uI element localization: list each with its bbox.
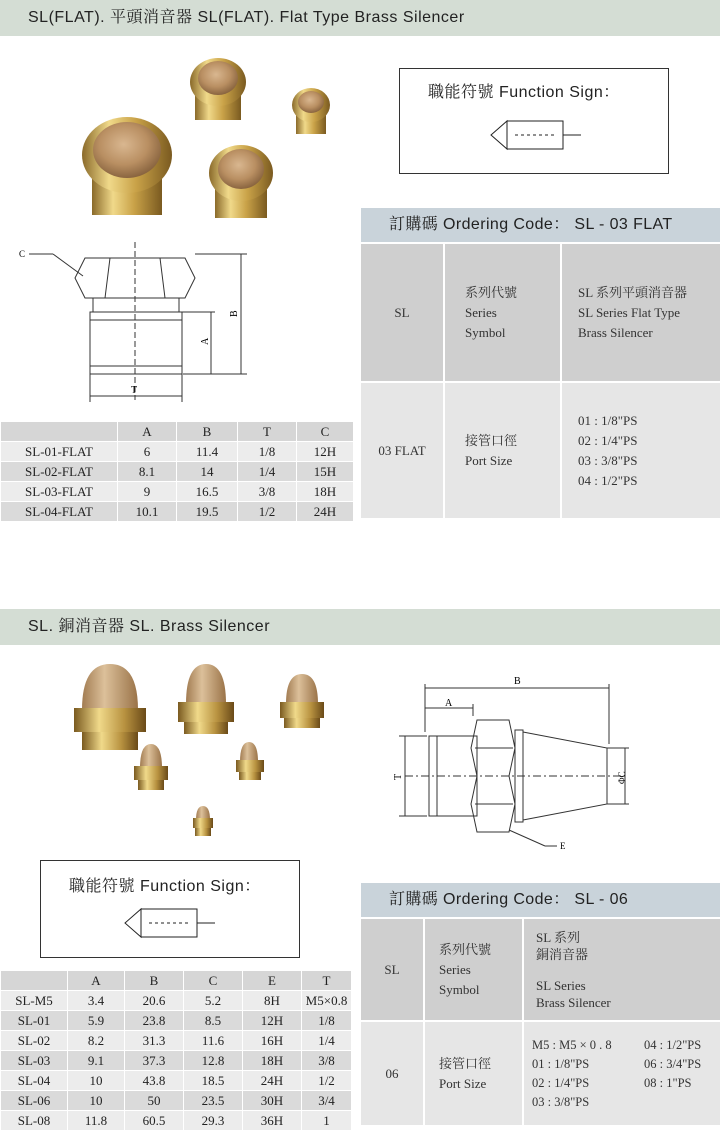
- table-cell: 8.5: [184, 1011, 243, 1031]
- table-cell: 19.5: [177, 502, 238, 522]
- flat-spec-table: [0, 421, 354, 522]
- table-row: [1, 1111, 352, 1131]
- table-cell: 8.1: [118, 462, 177, 482]
- table-cell: SL-01-FLAT: [1, 442, 118, 462]
- order-desc-line: Brass Silencer: [578, 324, 653, 340]
- table-cell: 9.1: [68, 1051, 125, 1071]
- table-cell: 3.4: [68, 991, 125, 1011]
- order-label-cn: 系列代號: [465, 284, 518, 300]
- table-cell: SL-02: [1, 1031, 68, 1051]
- table-cell: 24H: [243, 1071, 302, 1091]
- order-desc-line: 08 : 1"PS: [644, 1075, 692, 1090]
- table-cell: 1/4: [302, 1031, 352, 1051]
- table-row: [1, 1051, 352, 1071]
- table-cell: 11.4: [177, 442, 238, 462]
- table-cell: 11.8: [68, 1111, 125, 1131]
- table-cell: 14: [177, 462, 238, 482]
- order-label-en: Symbol: [465, 324, 506, 340]
- brass-silencer-photo: [178, 664, 234, 734]
- order-desc-cell: [561, 382, 720, 518]
- section2-title: SL. 銅消音器 SL. Brass Silencer: [28, 618, 271, 635]
- order-desc-line: 銅消音器: [536, 946, 589, 962]
- table-cell: 18H: [297, 482, 354, 502]
- order-label-cn: 接管口徑: [439, 1055, 492, 1071]
- ordering-row-series: [361, 244, 720, 382]
- table-cell: 60.5: [125, 1111, 184, 1131]
- table-cell: 23.5: [184, 1091, 243, 1111]
- table-cell: 29.3: [184, 1111, 243, 1131]
- dim-label-c: ΦC: [617, 771, 627, 784]
- dim-label-b: B: [229, 310, 240, 317]
- table-cell: SL-04: [1, 1071, 68, 1091]
- order-desc-line: 04 : 1/2"PS: [644, 1037, 702, 1052]
- order-desc-line: SL 系列: [536, 929, 580, 945]
- flat-silencer-photos: [80, 50, 340, 230]
- table-cell: 15H: [297, 462, 354, 482]
- table-cell: SL-03-FLAT: [1, 482, 118, 502]
- table-cell: 1/8: [302, 1011, 352, 1031]
- table-cell: 9: [118, 482, 177, 502]
- table-cell: 12H: [297, 442, 354, 462]
- table-cell: 16.5: [177, 482, 238, 502]
- silencer-symbol-icon: [119, 905, 219, 941]
- dim-label-t: T: [393, 773, 404, 780]
- table-cell: M5×0.8: [302, 991, 352, 1011]
- table-cell: 31.3: [125, 1031, 184, 1051]
- ordering-code-header: [361, 208, 720, 242]
- flat-silencer-dimension-drawing: [15, 240, 255, 408]
- table-cell: SL-03: [1, 1051, 68, 1071]
- order-desc-line: 06 : 3/4"PS: [644, 1056, 702, 1071]
- order-desc-line: 04 : 1/2"PS: [578, 472, 638, 488]
- table-row: [1, 991, 352, 1011]
- silencer-symbol-icon: [485, 117, 585, 153]
- brass-silencer-photo: [74, 664, 146, 750]
- order-label-cell: [424, 919, 523, 1021]
- table-row: [1, 1091, 352, 1111]
- table-cell: 24H: [297, 502, 354, 522]
- table-cell: 1/2: [302, 1071, 352, 1091]
- order-desc-line: [536, 963, 719, 977]
- order-desc-line: SL Series Flat Type: [578, 304, 681, 320]
- ordering-row-series: [361, 919, 720, 1021]
- order-desc-line: 03 : 3/8"PS: [532, 1094, 590, 1109]
- ordering-row-port: [361, 382, 720, 518]
- table-cell: 1/8: [238, 442, 297, 462]
- table-cell: 5.2: [184, 991, 243, 1011]
- order-label-en: Port Size: [439, 1075, 487, 1091]
- dim-label-a: A: [200, 337, 211, 345]
- table-cell: 8H: [243, 991, 302, 1011]
- table-row: [1, 502, 354, 522]
- brass-silencer-dimension-drawing: [385, 670, 635, 850]
- header-cell: C: [184, 971, 243, 991]
- table-cell: 20.6: [125, 991, 184, 1011]
- header-cell: A: [68, 971, 125, 991]
- order-desc-line: M5 : M5 × 0 . 8: [532, 1037, 612, 1052]
- table-cell: 23.8: [125, 1011, 184, 1031]
- table-cell: 36H: [243, 1111, 302, 1131]
- flat-silencer-small-photo: [292, 88, 330, 134]
- order-label-en: Port Size: [465, 452, 513, 468]
- table-row: [1, 1011, 352, 1031]
- ordering-code-header: [361, 883, 720, 917]
- order-desc-line: SL Series: [536, 977, 586, 993]
- order-desc-cell: [523, 919, 720, 1021]
- dim-label-b: B: [514, 676, 521, 687]
- table-cell: SL-04-FLAT: [1, 502, 118, 522]
- header-cell: [1, 971, 68, 991]
- table-row: [1, 462, 354, 482]
- order-desc-line: [644, 1095, 719, 1110]
- table-cell: 37.3: [125, 1051, 184, 1071]
- table-header-row: [1, 971, 352, 991]
- section1-title: SL(FLAT). 平頭消音器 SL(FLAT). Flat Type Brass Silencer: [28, 9, 465, 26]
- order-desc-line: 01 : 1/8"PS: [578, 412, 638, 428]
- table-cell: 12.8: [184, 1051, 243, 1071]
- brass-silencer-photo: [236, 742, 264, 780]
- order-code-cell: 06: [361, 1021, 424, 1125]
- function-sign-title: 職能符號 Function Sign：: [428, 84, 620, 101]
- order-code-cell: SL: [361, 244, 444, 382]
- order-desc-line: 02 : 1/4"PS: [532, 1075, 590, 1090]
- dim-label-a: A: [445, 698, 453, 709]
- header-cell: A: [118, 422, 177, 442]
- order-label-cn: 系列代號: [439, 941, 492, 957]
- header-cell: [1, 422, 118, 442]
- table-cell: 8.2: [68, 1031, 125, 1051]
- table-cell: SL-06: [1, 1091, 68, 1111]
- order-label-cn: 接管口徑: [465, 432, 518, 448]
- table-cell: 16H: [243, 1031, 302, 1051]
- header-cell: E: [243, 971, 302, 991]
- table-cell: 12H: [243, 1011, 302, 1031]
- table-row: [1, 1071, 352, 1091]
- flat-silencer-large-photo: [82, 117, 172, 215]
- brass-silencer-photo: [280, 674, 324, 728]
- table-cell: 50: [125, 1091, 184, 1111]
- section1-banner: [0, 0, 720, 36]
- flat-silencer-medium-photo: [190, 58, 246, 120]
- order-label-cell: [424, 1021, 523, 1125]
- dim-label-e: E: [560, 841, 566, 850]
- function-sign-box: [40, 860, 300, 958]
- table-cell: 3/8: [302, 1051, 352, 1071]
- table-cell: 5.9: [68, 1011, 125, 1031]
- table-cell: SL-08: [1, 1111, 68, 1131]
- table-row: [1, 442, 354, 462]
- table-cell: SL-02-FLAT: [1, 462, 118, 482]
- order-desc-line: Brass Silencer: [536, 994, 611, 1010]
- order-label-en: Series: [439, 961, 471, 977]
- table-row: [1, 1031, 352, 1051]
- header-cell: T: [302, 971, 352, 991]
- table-cell: 11.6: [184, 1031, 243, 1051]
- table-cell: 1/2: [238, 502, 297, 522]
- order-label-cell: [444, 244, 561, 382]
- ordering-code-title: 訂購碼 Ordering Code： SL - 03 FLAT: [389, 216, 673, 233]
- order-label-cell: [444, 382, 561, 518]
- dim-label-c: C: [19, 249, 26, 259]
- table-cell: 10: [68, 1091, 125, 1111]
- table-cell: 3/8: [238, 482, 297, 502]
- table-cell: 10: [68, 1071, 125, 1091]
- header-cell: B: [177, 422, 238, 442]
- table-header-row: [1, 422, 354, 442]
- table-cell: 30H: [243, 1091, 302, 1111]
- table-cell: 18H: [243, 1051, 302, 1071]
- order-label-en: Series: [465, 304, 497, 320]
- brass-silencer-photo: [193, 806, 213, 836]
- header-cell: B: [125, 971, 184, 991]
- table-cell: 3/4: [302, 1091, 352, 1111]
- order-desc-line: 01 : 1/8"PS: [532, 1056, 590, 1071]
- section2-banner: [0, 609, 720, 645]
- ordering-code-table: [361, 244, 720, 518]
- table-row: [1, 482, 354, 502]
- table-cell: 1: [302, 1111, 352, 1131]
- order-desc-cell: [561, 244, 720, 382]
- header-cell: T: [238, 422, 297, 442]
- table-cell: 1/4: [238, 462, 297, 482]
- table-cell: 6: [118, 442, 177, 462]
- order-desc-cell: [523, 1021, 720, 1125]
- table-cell: 10.1: [118, 502, 177, 522]
- order-code-cell: SL: [361, 919, 424, 1021]
- brass-silencer-photo: [134, 744, 168, 790]
- order-label-en: Symbol: [439, 981, 480, 997]
- function-sign-box: [399, 68, 669, 174]
- brass-silencer-photos: [68, 660, 328, 850]
- ordering-row-port: [361, 1021, 720, 1125]
- table-cell: 43.8: [125, 1071, 184, 1091]
- order-desc-line: SL 系列平頭消音器: [578, 284, 687, 300]
- header-cell: C: [297, 422, 354, 442]
- table-cell: SL-01: [1, 1011, 68, 1031]
- port-size-grid: [532, 1038, 719, 1110]
- order-desc-line: 03 : 3/8"PS: [578, 452, 638, 468]
- order-desc-line: 02 : 1/4"PS: [578, 432, 638, 448]
- table-cell: SL-M5: [1, 991, 68, 1011]
- function-sign-title: 職能符號 Function Sign：: [69, 878, 261, 895]
- dim-label-t: T: [131, 385, 138, 396]
- order-code-cell: 03 FLAT: [361, 382, 444, 518]
- brass-spec-table: [0, 970, 352, 1131]
- ordering-code-title: 訂購碼 Ordering Code： SL - 06: [389, 891, 629, 908]
- flat-silencer-mid-photo: [209, 145, 273, 218]
- ordering-code-table: [361, 919, 720, 1125]
- table-cell: 18.5: [184, 1071, 243, 1091]
